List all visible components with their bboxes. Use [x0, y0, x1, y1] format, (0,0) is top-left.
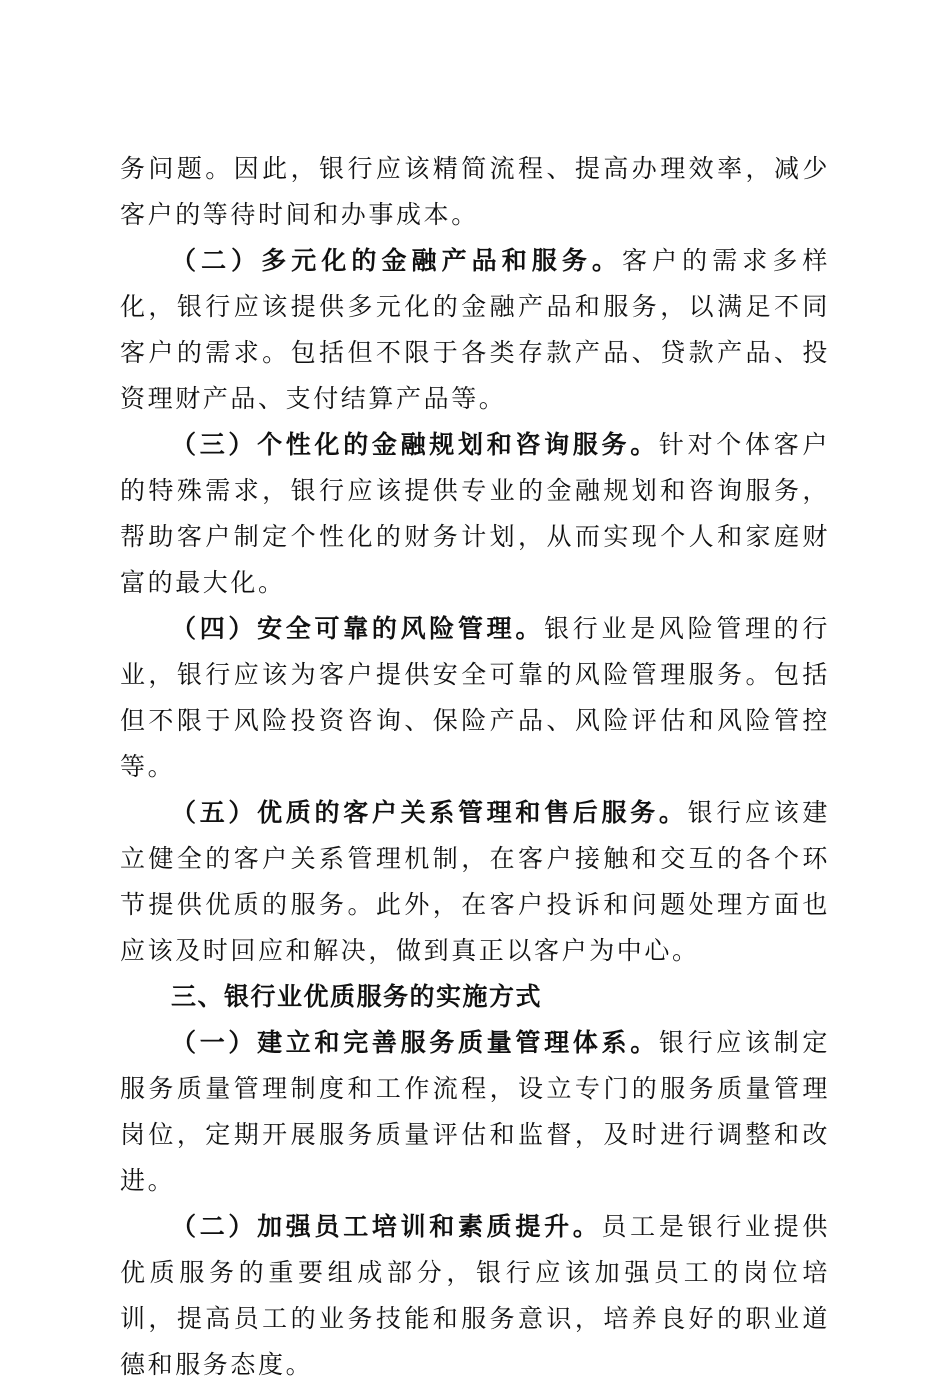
- paragraph-text: 务问题。因此，银行应该精简流程、提高办理效率，减少客户的等待时间和办事成本。: [120, 154, 830, 229]
- paragraph-item-6: [120, 1020, 830, 1204]
- paragraph-lead: （二）多元化的金融产品和服务。: [171, 246, 622, 275]
- document-body: [120, 146, 830, 1388]
- paragraph-text: 银行应该建立健全的客户关系管理机制，在客户接触和交互的各个环节提供优质的服务。此外，在客户投诉和问题处理方面也应该及时回应和解决，做到真正以客户为中心。: [120, 798, 830, 965]
- paragraph-item-2: [120, 238, 830, 422]
- paragraph-item-4: [120, 606, 830, 790]
- paragraph-text: 员工是银行业提供优质服务的重要组成部分，银行应该加强员工的岗位培训，提高员工的业务技能和服务意识，培养良好的职业道德和服务态度。: [120, 1212, 830, 1379]
- paragraph-text: 银行应该制定服务质量管理制度和工作流程，设立专门的服务质量管理岗位，定期开展服务质量评估和监督，及时进行调整和改进。: [120, 1028, 831, 1195]
- paragraph-item-5: [120, 790, 830, 974]
- paragraph-lead: （四）安全可靠的风险管理。: [171, 614, 545, 643]
- paragraph-lead: （五）优质的客户关系管理和售后服务。: [171, 798, 688, 827]
- paragraph-text: 针对个体客户的特殊需求，银行应该提供专业的金融规划和咨询服务，帮助客户制定个性化的财务计划，从而实现个人和家庭财富的最大化。: [120, 430, 831, 597]
- paragraph-lead: （二）加强员工培训和素质提升。: [171, 1212, 602, 1241]
- paragraph-item-3: [120, 422, 830, 606]
- paragraph-lead: （一）建立和完善服务质量管理体系。: [171, 1028, 659, 1057]
- section-heading: 三、银行业优质服务的实施方式: [171, 982, 543, 1011]
- paragraph-continuation: [120, 146, 830, 238]
- paragraph-item-7: [120, 1204, 830, 1388]
- paragraph-lead: （三）个性化的金融规划和咨询服务。: [171, 430, 659, 459]
- paragraph-text: 客户的需求多样化，银行应该提供多元化的金融产品和服务，以满足不同客户的需求。包括但不限于各类存款产品、贷款产品、投资理财产品、支付结算产品等。: [120, 246, 830, 413]
- paragraph-text: 银行业是风险管理的行业，银行应该为客户提供安全可靠的风险管理服务。包括但不限于风险投资咨询、保险产品、风险评估和风险管控等。: [120, 614, 830, 781]
